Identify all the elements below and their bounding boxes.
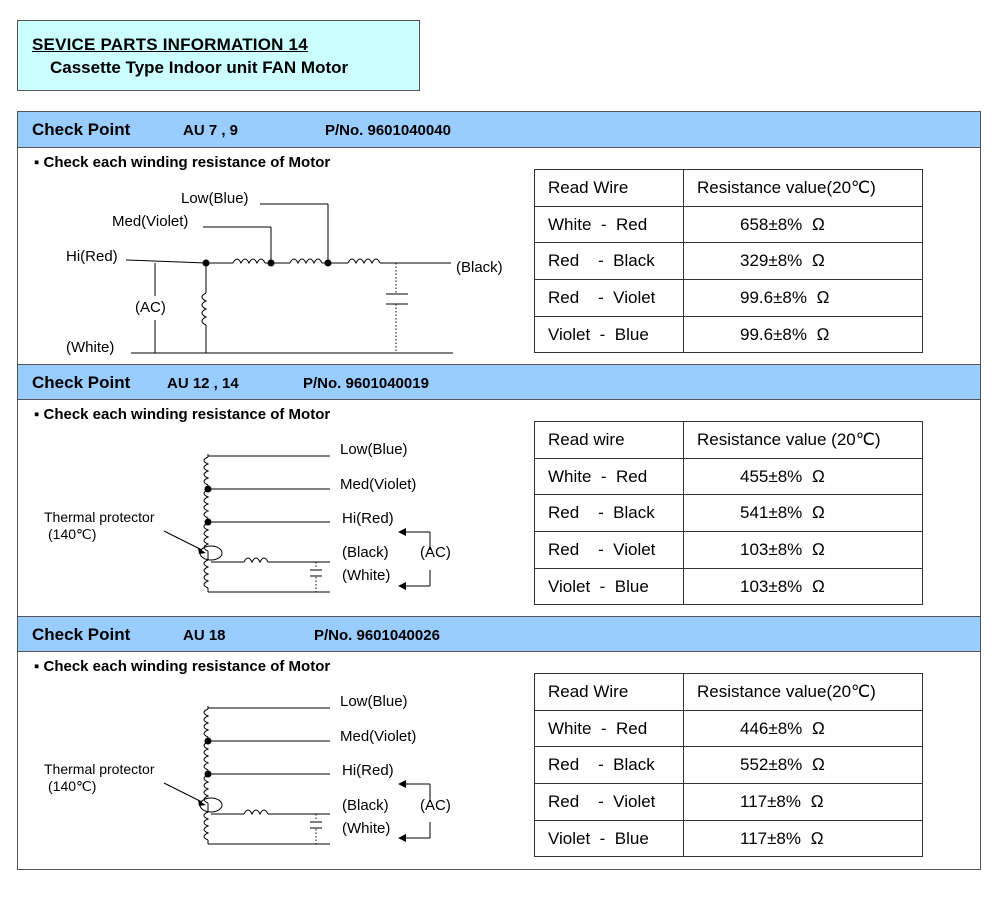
resistance-value: 446±8% Ω	[684, 710, 923, 747]
table-row	[535, 316, 923, 353]
thermal-protector-label: Thermal protector	[44, 509, 155, 525]
wire-pair: Red - Violet	[535, 532, 684, 569]
wire-black-label: (Black)	[342, 797, 389, 814]
resistance-value: 103±8% Ω	[684, 532, 923, 569]
wire-pair: Red - Black	[535, 243, 684, 280]
wire-pair: Violet - Blue	[535, 568, 684, 605]
table-row	[535, 784, 923, 821]
wire-hi-label: Hi(Red)	[342, 510, 394, 527]
part-number: P/No. 9601040019	[303, 375, 429, 392]
table-header-row	[535, 170, 923, 207]
resistance-value: 117±8% Ω	[684, 784, 923, 821]
thermal-temp-label: (140℃)	[48, 526, 97, 542]
wire-hi-label: Hi(Red)	[342, 762, 394, 779]
table-row	[535, 747, 923, 784]
wire-low-label: Low(Blue)	[340, 693, 408, 710]
ac-label: (AC)	[420, 797, 451, 814]
wire-pair: White - Red	[535, 458, 684, 495]
table-header-row	[535, 674, 923, 711]
table-row	[535, 568, 923, 605]
wire-pair: Red - Black	[535, 495, 684, 532]
thermal-protector-label: Thermal protector	[44, 761, 155, 777]
table-row	[535, 495, 923, 532]
section-2-instruction: ▪ Check each winding resistance of Motor	[34, 406, 331, 423]
model-label: AU 12 , 14	[167, 375, 239, 392]
wire-hi-label: Hi(Red)	[66, 248, 118, 265]
header-resistance: Resistance value(20℃)	[684, 674, 923, 711]
header-resistance: Resistance value(20℃)	[684, 170, 923, 207]
resistance-value: 455±8% Ω	[684, 458, 923, 495]
section-1-resistance-table	[534, 169, 923, 353]
wire-pair: Red - Black	[535, 747, 684, 784]
table-row	[535, 280, 923, 317]
header-read-wire: Read Wire	[535, 170, 684, 207]
resistance-value: 552±8% Ω	[684, 747, 923, 784]
model-label: AU 7 , 9	[183, 122, 239, 139]
wire-low-label: Low(Blue)	[340, 441, 408, 458]
wire-low-label: Low(Blue)	[181, 190, 249, 207]
resistance-value: 99.6±8% Ω	[684, 280, 923, 317]
document-title: SEVICE PARTS INFORMATION 14	[32, 35, 308, 54]
table-row	[535, 458, 923, 495]
wire-black-label: (Black)	[342, 544, 389, 561]
table-header-row	[535, 422, 923, 459]
wire-black-label: (Black)	[456, 259, 503, 276]
section-1-instruction: ▪ Check each winding resistance of Motor	[34, 154, 331, 171]
resistance-value: 99.6±8% Ω	[684, 316, 923, 353]
wire-med-label: Med(Violet)	[340, 476, 417, 493]
wire-pair: Red - Violet	[535, 280, 684, 317]
check-point-label: Check Point	[32, 120, 131, 139]
wire-white-label: (White)	[66, 339, 115, 356]
table-row	[535, 532, 923, 569]
resistance-value: 103±8% Ω	[684, 568, 923, 605]
ac-label: (AC)	[135, 299, 166, 316]
resistance-value: 658±8% Ω	[684, 206, 923, 243]
section-1-header	[18, 112, 980, 148]
check-point-label: Check Point	[32, 373, 131, 392]
wire-pair: Violet - Blue	[535, 316, 684, 353]
table-row	[535, 820, 923, 857]
section-3-wiring-diagram	[18, 652, 528, 868]
resistance-value: 541±8% Ω	[684, 495, 923, 532]
header-read-wire: Read wire	[535, 422, 684, 459]
wire-white-label: (White)	[342, 567, 391, 584]
section-3-instruction: ▪ Check each winding resistance of Motor	[34, 658, 331, 675]
ac-label: (AC)	[420, 544, 451, 561]
resistance-value: 117±8% Ω	[684, 820, 923, 857]
thermal-temp-label: (140℃)	[48, 778, 97, 794]
document-subtitle: Cassette Type Indoor unit FAN Motor	[50, 58, 349, 77]
section-3-header	[18, 616, 980, 652]
header-read-wire: Read Wire	[535, 674, 684, 711]
wire-med-label: Med(Violet)	[112, 213, 189, 230]
wire-white-label: (White)	[342, 820, 391, 837]
header-resistance: Resistance value (20℃)	[684, 422, 923, 459]
table-row	[535, 206, 923, 243]
table-row	[535, 710, 923, 747]
section-2-wiring-diagram	[18, 400, 528, 616]
title-box	[17, 20, 420, 91]
section-2-resistance-table	[534, 421, 923, 605]
part-number: P/No. 9601040026	[314, 627, 440, 644]
section-1-wiring-diagram	[18, 148, 528, 364]
wire-pair: White - Red	[535, 710, 684, 747]
table-row	[535, 243, 923, 280]
section-3-resistance-table	[534, 673, 923, 857]
model-label: AU 18	[183, 627, 226, 644]
section-2-header	[18, 364, 980, 400]
wire-pair: Violet - Blue	[535, 820, 684, 857]
parts-info-panel	[17, 111, 981, 870]
wire-pair: White - Red	[535, 206, 684, 243]
check-point-label: Check Point	[32, 625, 131, 644]
resistance-value: 329±8% Ω	[684, 243, 923, 280]
part-number: P/No. 9601040040	[325, 122, 451, 139]
wire-med-label: Med(Violet)	[340, 728, 417, 745]
wire-pair: Red - Violet	[535, 784, 684, 821]
